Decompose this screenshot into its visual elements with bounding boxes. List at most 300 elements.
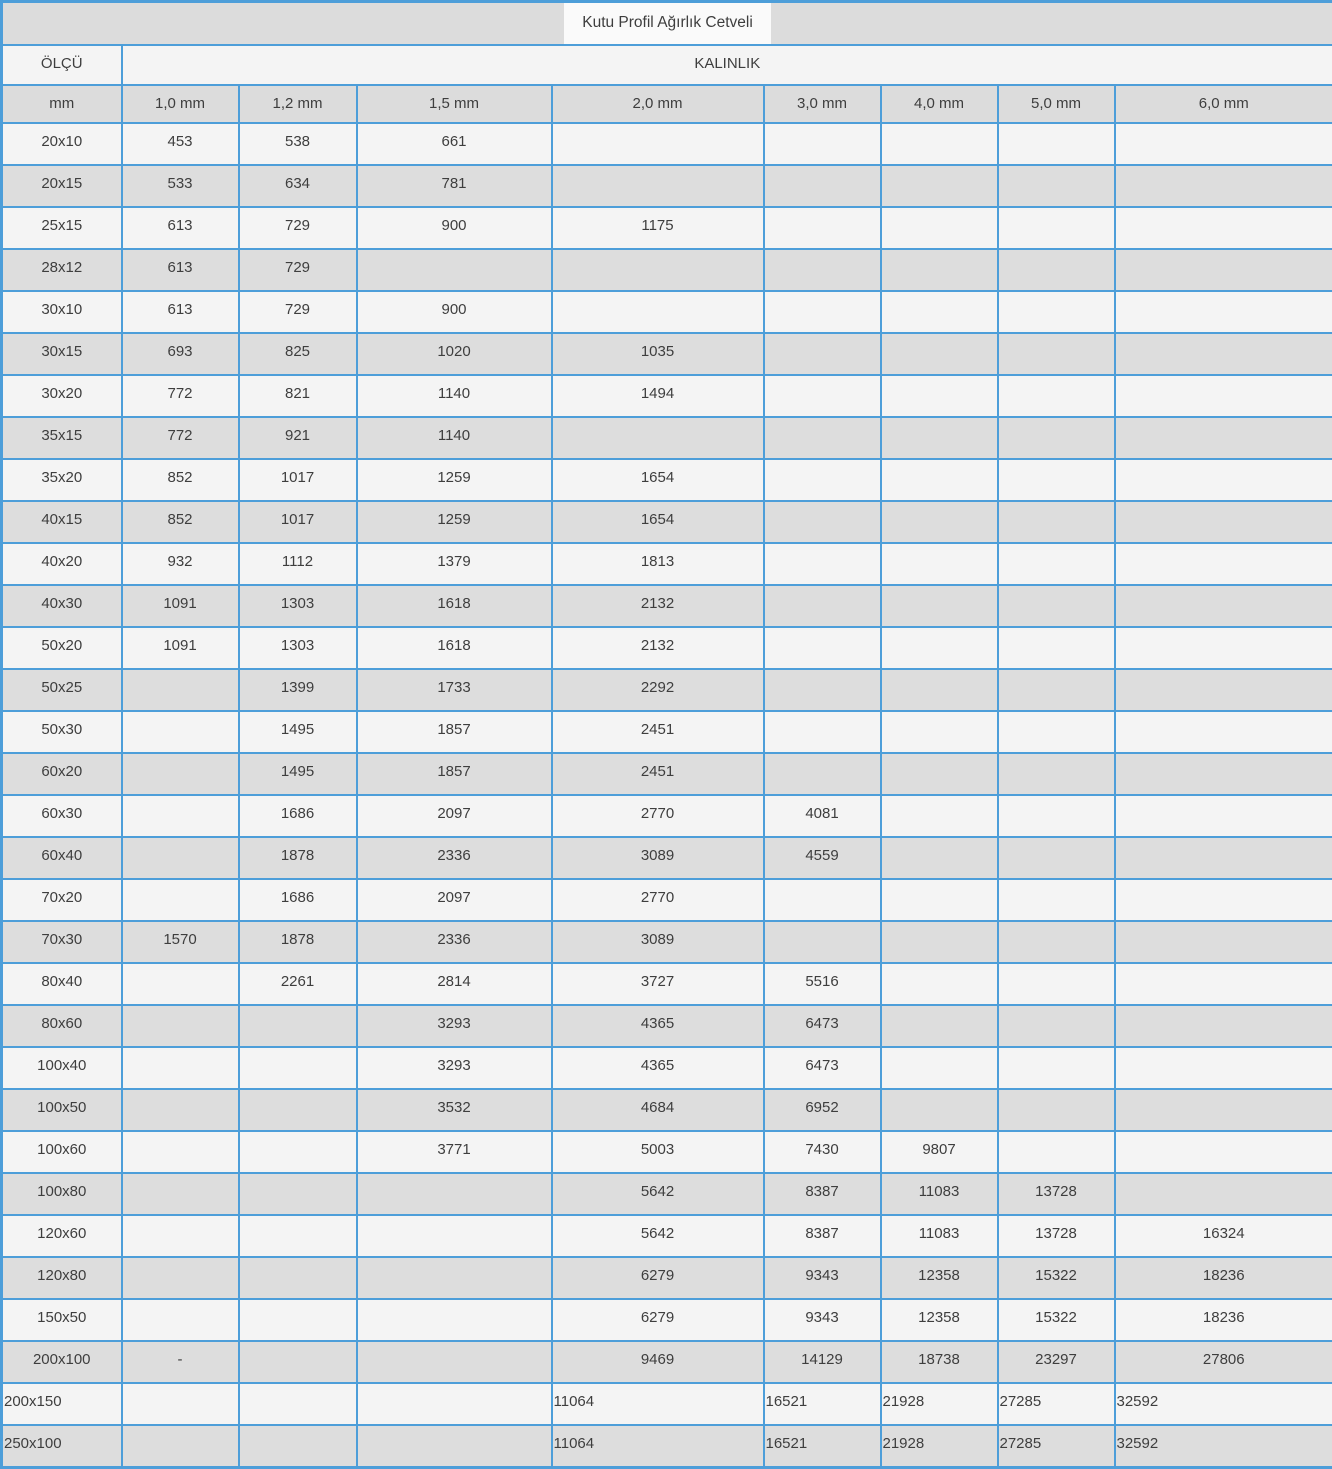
size-cell: 35x15 xyxy=(2,417,122,459)
table-row xyxy=(2,879,1332,921)
weight-cell xyxy=(239,1425,357,1467)
weight-cell xyxy=(239,1005,357,1047)
table-row xyxy=(2,1047,1332,1089)
weight-cell xyxy=(881,921,998,963)
weight-cell: 1091 xyxy=(122,585,239,627)
table-row xyxy=(2,333,1332,375)
weight-cell xyxy=(764,669,881,711)
weight-cell: 900 xyxy=(357,291,552,333)
weight-cell xyxy=(1115,921,1332,963)
table-row xyxy=(2,291,1332,333)
weight-cell: 613 xyxy=(122,207,239,249)
weight-cell xyxy=(239,1089,357,1131)
weight-cell: 4559 xyxy=(764,837,881,879)
table-row xyxy=(2,795,1332,837)
weight-cell xyxy=(998,207,1115,249)
weight-cell xyxy=(998,417,1115,459)
table-row xyxy=(2,501,1332,543)
size-cell: 30x15 xyxy=(2,333,122,375)
table-row xyxy=(2,1257,1332,1299)
weight-cell: 852 xyxy=(122,459,239,501)
weight-cell xyxy=(1115,249,1332,291)
table-row xyxy=(2,669,1332,711)
weight-cell xyxy=(998,165,1115,207)
weight-cell: 5642 xyxy=(552,1215,764,1257)
weight-cell: 18236 xyxy=(1115,1299,1332,1341)
weight-cell xyxy=(1115,711,1332,753)
weight-cell xyxy=(764,123,881,165)
weight-cell xyxy=(1115,1005,1332,1047)
weight-cell xyxy=(881,165,998,207)
weight-cell xyxy=(764,627,881,669)
weight-cell: 1379 xyxy=(357,543,552,585)
table-row xyxy=(2,585,1332,627)
weight-cell: 3089 xyxy=(552,921,764,963)
weight-cell: 6473 xyxy=(764,1047,881,1089)
size-cell: 150x50 xyxy=(2,1299,122,1341)
weight-cell xyxy=(357,1257,552,1299)
table-row xyxy=(2,963,1332,1005)
size-cell: 80x60 xyxy=(2,1005,122,1047)
weight-cell: 13728 xyxy=(998,1215,1115,1257)
weight-cell xyxy=(239,1257,357,1299)
table-row xyxy=(2,543,1332,585)
weight-cell xyxy=(998,711,1115,753)
weight-cell: 2261 xyxy=(239,963,357,1005)
size-cell: 50x20 xyxy=(2,627,122,669)
weight-cell xyxy=(122,1299,239,1341)
weight-cell: 13728 xyxy=(998,1173,1115,1215)
thickness-col-header: 1,0 mm xyxy=(122,85,239,123)
weight-cell xyxy=(881,123,998,165)
weight-cell: 4365 xyxy=(552,1047,764,1089)
weight-cell: 7430 xyxy=(764,1131,881,1173)
weight-cell: 1303 xyxy=(239,585,357,627)
weight-cell: 3532 xyxy=(357,1089,552,1131)
weight-cell xyxy=(764,249,881,291)
size-cell: 60x40 xyxy=(2,837,122,879)
weight-cell: 1686 xyxy=(239,795,357,837)
weight-cell xyxy=(1115,1131,1332,1173)
weight-cell xyxy=(1115,963,1332,1005)
weight-cell xyxy=(122,837,239,879)
weight-cell: 2292 xyxy=(552,669,764,711)
size-cell: 30x20 xyxy=(2,375,122,417)
weight-cell: 1035 xyxy=(552,333,764,375)
weight-cell: 453 xyxy=(122,123,239,165)
size-cell: 70x30 xyxy=(2,921,122,963)
weight-cell: 18738 xyxy=(881,1341,998,1383)
weight-cell xyxy=(764,375,881,417)
weight-cell xyxy=(881,1089,998,1131)
weight-cell: 9469 xyxy=(552,1341,764,1383)
weight-cell: 4365 xyxy=(552,1005,764,1047)
weight-cell: 5516 xyxy=(764,963,881,1005)
weight-cell: 1857 xyxy=(357,753,552,795)
weight-cell xyxy=(239,1299,357,1341)
weight-cell xyxy=(998,1047,1115,1089)
weight-cell xyxy=(764,921,881,963)
weight-cell xyxy=(552,123,764,165)
weight-cell xyxy=(881,963,998,1005)
weight-cell xyxy=(764,753,881,795)
weight-cell xyxy=(764,711,881,753)
weight-cell: 2336 xyxy=(357,837,552,879)
title-cell xyxy=(2,2,1332,46)
thickness-col-header: 1,5 mm xyxy=(357,85,552,123)
weight-cell xyxy=(1115,1089,1332,1131)
weight-cell xyxy=(122,1047,239,1089)
weight-cell xyxy=(998,543,1115,585)
weight-cell: 1857 xyxy=(357,711,552,753)
weight-cell xyxy=(1115,459,1332,501)
weight-cell: - xyxy=(122,1341,239,1383)
weight-cell xyxy=(1115,375,1332,417)
weight-cell: 23297 xyxy=(998,1341,1115,1383)
weight-cell xyxy=(998,1005,1115,1047)
weight-cell: 2336 xyxy=(357,921,552,963)
size-cell: 120x80 xyxy=(2,1257,122,1299)
weight-cell xyxy=(239,1047,357,1089)
weight-cell xyxy=(1115,417,1332,459)
weight-cell xyxy=(552,417,764,459)
weight-cell: 1140 xyxy=(357,375,552,417)
weight-cell: 1259 xyxy=(357,459,552,501)
table-row xyxy=(2,711,1332,753)
weight-cell xyxy=(1115,501,1332,543)
weight-cell: 613 xyxy=(122,291,239,333)
weight-cell xyxy=(1115,795,1332,837)
weight-cell xyxy=(881,249,998,291)
weight-cell xyxy=(998,375,1115,417)
weight-cell xyxy=(357,1341,552,1383)
weight-cell: 1495 xyxy=(239,753,357,795)
weight-cell xyxy=(881,585,998,627)
weight-cell: 9343 xyxy=(764,1257,881,1299)
column-header-row xyxy=(2,85,1332,123)
size-cell: 35x20 xyxy=(2,459,122,501)
weight-cell: 4684 xyxy=(552,1089,764,1131)
weight-cell xyxy=(764,165,881,207)
weight-cell: 2097 xyxy=(357,795,552,837)
weight-cell: 3293 xyxy=(357,1047,552,1089)
weight-cell: 1495 xyxy=(239,711,357,753)
weight-cell xyxy=(239,1383,357,1425)
thickness-col-header: 3,0 mm xyxy=(764,85,881,123)
table-row xyxy=(2,1089,1332,1131)
unit-header: mm xyxy=(2,85,122,123)
thickness-col-header: 4,0 mm xyxy=(881,85,998,123)
size-cell: 200x150 xyxy=(2,1383,122,1425)
table-row xyxy=(2,921,1332,963)
weight-cell: 15322 xyxy=(998,1299,1115,1341)
weight-cell: 6473 xyxy=(764,1005,881,1047)
weight-cell: 21928 xyxy=(881,1425,998,1467)
weight-cell: 5642 xyxy=(552,1173,764,1215)
weight-cell xyxy=(122,711,239,753)
weight-cell: 1878 xyxy=(239,837,357,879)
weight-cell xyxy=(1115,291,1332,333)
weight-cell xyxy=(122,1425,239,1467)
size-cell: 50x30 xyxy=(2,711,122,753)
weight-cell: 1733 xyxy=(357,669,552,711)
weight-cell xyxy=(239,1341,357,1383)
weight-cell: 5003 xyxy=(552,1131,764,1173)
table-row xyxy=(2,249,1332,291)
table-row xyxy=(2,753,1332,795)
weight-cell xyxy=(122,879,239,921)
weight-cell xyxy=(552,165,764,207)
weight-cell: 729 xyxy=(239,207,357,249)
size-cell: 100x40 xyxy=(2,1047,122,1089)
table-row xyxy=(2,837,1332,879)
weight-cell xyxy=(122,1257,239,1299)
weight-cell: 1399 xyxy=(239,669,357,711)
weight-cell: 1654 xyxy=(552,501,764,543)
weight-cell xyxy=(357,249,552,291)
table-row xyxy=(2,1131,1332,1173)
weight-cell xyxy=(764,543,881,585)
weight-cell xyxy=(998,501,1115,543)
weight-cell xyxy=(1115,627,1332,669)
weight-cell xyxy=(122,1131,239,1173)
table-row xyxy=(2,627,1332,669)
weight-cell xyxy=(881,669,998,711)
size-cell: 100x80 xyxy=(2,1173,122,1215)
weight-cell: 11083 xyxy=(881,1215,998,1257)
table-row xyxy=(2,165,1332,207)
table-row xyxy=(2,1005,1332,1047)
title-row xyxy=(2,2,1332,46)
table-row xyxy=(2,1215,1332,1257)
weight-cell: 9343 xyxy=(764,1299,881,1341)
weight-cell xyxy=(357,1383,552,1425)
weight-cell xyxy=(764,585,881,627)
weight-cell: 932 xyxy=(122,543,239,585)
weight-cell xyxy=(122,669,239,711)
size-cell: 60x20 xyxy=(2,753,122,795)
group-header-row xyxy=(2,45,1332,85)
size-cell: 120x60 xyxy=(2,1215,122,1257)
weight-cell xyxy=(881,417,998,459)
size-cell: 100x50 xyxy=(2,1089,122,1131)
size-cell: 25x15 xyxy=(2,207,122,249)
table-body xyxy=(2,123,1332,1467)
thickness-col-header: 1,2 mm xyxy=(239,85,357,123)
size-cell: 20x10 xyxy=(2,123,122,165)
weight-cell xyxy=(1115,165,1332,207)
weight-cell: 3771 xyxy=(357,1131,552,1173)
size-cell: 80x40 xyxy=(2,963,122,1005)
weight-cell xyxy=(764,207,881,249)
weight-cell xyxy=(881,879,998,921)
weight-cell: 1618 xyxy=(357,627,552,669)
weight-cell: 16324 xyxy=(1115,1215,1332,1257)
weight-cell xyxy=(239,1131,357,1173)
weight-cell xyxy=(122,1215,239,1257)
weight-cell: 1017 xyxy=(239,459,357,501)
weight-cell: 533 xyxy=(122,165,239,207)
weight-cell xyxy=(998,291,1115,333)
weight-cell xyxy=(881,333,998,375)
weight-cell xyxy=(998,879,1115,921)
weight-cell: 1813 xyxy=(552,543,764,585)
weight-cell: 21928 xyxy=(881,1383,998,1425)
weight-cell xyxy=(998,585,1115,627)
size-cell: 30x10 xyxy=(2,291,122,333)
weight-cell xyxy=(122,795,239,837)
weight-cell: 538 xyxy=(239,123,357,165)
weight-cell xyxy=(881,543,998,585)
thickness-col-header: 5,0 mm xyxy=(998,85,1115,123)
weight-cell: 2132 xyxy=(552,627,764,669)
weight-cell xyxy=(881,837,998,879)
size-header: ÖLÇÜ xyxy=(2,45,122,85)
weight-cell: 1175 xyxy=(552,207,764,249)
table-row xyxy=(2,1383,1332,1425)
weight-cell xyxy=(998,249,1115,291)
weight-cell: 2097 xyxy=(357,879,552,921)
weight-cell: 12358 xyxy=(881,1257,998,1299)
weight-cell xyxy=(998,333,1115,375)
weight-cell xyxy=(357,1299,552,1341)
weight-cell xyxy=(881,501,998,543)
weight-cell: 729 xyxy=(239,291,357,333)
weight-cell xyxy=(998,459,1115,501)
weight-cell: 1618 xyxy=(357,585,552,627)
table-row xyxy=(2,1425,1332,1467)
weight-cell: 634 xyxy=(239,165,357,207)
weight-cell: 1017 xyxy=(239,501,357,543)
weight-cell: 27285 xyxy=(998,1383,1115,1425)
weight-cell: 693 xyxy=(122,333,239,375)
weight-cell xyxy=(881,627,998,669)
weight-cell: 661 xyxy=(357,123,552,165)
weight-cell: 8387 xyxy=(764,1215,881,1257)
weight-cell: 2451 xyxy=(552,753,764,795)
weight-cell: 921 xyxy=(239,417,357,459)
weight-cell: 1112 xyxy=(239,543,357,585)
weight-cell xyxy=(239,1173,357,1215)
size-cell: 60x30 xyxy=(2,795,122,837)
weight-cell xyxy=(1115,879,1332,921)
weight-cell: 6279 xyxy=(552,1299,764,1341)
weight-cell: 772 xyxy=(122,417,239,459)
weight-cell xyxy=(764,459,881,501)
table-header xyxy=(2,2,1332,124)
weight-cell: 11064 xyxy=(552,1383,764,1425)
weight-cell: 1494 xyxy=(552,375,764,417)
weight-cell xyxy=(1115,837,1332,879)
size-cell: 100x60 xyxy=(2,1131,122,1173)
weight-cell: 6279 xyxy=(552,1257,764,1299)
weight-cell xyxy=(998,753,1115,795)
table-row xyxy=(2,1173,1332,1215)
weight-cell: 27285 xyxy=(998,1425,1115,1467)
weight-cell xyxy=(764,417,881,459)
weight-cell: 1020 xyxy=(357,333,552,375)
weight-cell xyxy=(881,795,998,837)
weight-cell xyxy=(998,921,1115,963)
weight-cell: 11083 xyxy=(881,1173,998,1215)
weight-cell: 6952 xyxy=(764,1089,881,1131)
weight-cell xyxy=(881,375,998,417)
table-row xyxy=(2,1341,1332,1383)
table-row xyxy=(2,123,1332,165)
weight-cell xyxy=(122,1173,239,1215)
weight-cell: 1570 xyxy=(122,921,239,963)
weight-cell xyxy=(998,795,1115,837)
weight-cell xyxy=(1115,333,1332,375)
weight-cell xyxy=(998,963,1115,1005)
table-row xyxy=(2,1299,1332,1341)
weight-cell xyxy=(1115,1047,1332,1089)
weight-cell xyxy=(122,1383,239,1425)
weight-cell xyxy=(552,291,764,333)
weight-cell xyxy=(357,1425,552,1467)
weight-cell: 729 xyxy=(239,249,357,291)
table-row xyxy=(2,375,1332,417)
table-title: Kutu Profil Ağırlık Cetveli xyxy=(564,3,771,44)
thickness-col-header: 2,0 mm xyxy=(552,85,764,123)
weight-cell: 8387 xyxy=(764,1173,881,1215)
weight-cell xyxy=(881,459,998,501)
weight-cell xyxy=(122,1005,239,1047)
weight-cell xyxy=(764,333,881,375)
size-cell: 200x100 xyxy=(2,1341,122,1383)
weight-cell: 32592 xyxy=(1115,1425,1332,1467)
weight-cell xyxy=(998,669,1115,711)
weight-cell: 3727 xyxy=(552,963,764,1005)
weight-cell xyxy=(1115,543,1332,585)
weight-cell xyxy=(1115,123,1332,165)
weight-cell xyxy=(881,711,998,753)
weight-cell: 2451 xyxy=(552,711,764,753)
weight-cell xyxy=(1115,1173,1332,1215)
weight-cell: 1303 xyxy=(239,627,357,669)
weight-cell: 2770 xyxy=(552,879,764,921)
weight-cell: 821 xyxy=(239,375,357,417)
weight-cell: 613 xyxy=(122,249,239,291)
thickness-col-header: 6,0 mm xyxy=(1115,85,1332,123)
weight-cell: 12358 xyxy=(881,1299,998,1341)
weight-cell xyxy=(998,1089,1115,1131)
weight-cell: 900 xyxy=(357,207,552,249)
weight-cell: 16521 xyxy=(764,1383,881,1425)
weight-cell: 27806 xyxy=(1115,1341,1332,1383)
weight-cell: 781 xyxy=(357,165,552,207)
weight-cell xyxy=(1115,669,1332,711)
weight-cell: 852 xyxy=(122,501,239,543)
weight-cell: 772 xyxy=(122,375,239,417)
size-cell: 50x25 xyxy=(2,669,122,711)
weight-cell: 1654 xyxy=(552,459,764,501)
weight-cell: 2132 xyxy=(552,585,764,627)
weight-cell: 15322 xyxy=(998,1257,1115,1299)
weight-cell xyxy=(357,1215,552,1257)
weight-cell: 16521 xyxy=(764,1425,881,1467)
size-cell: 40x20 xyxy=(2,543,122,585)
weight-cell xyxy=(122,753,239,795)
weight-cell: 2770 xyxy=(552,795,764,837)
weight-cell xyxy=(1115,207,1332,249)
size-cell: 28x12 xyxy=(2,249,122,291)
weight-cell xyxy=(122,963,239,1005)
weight-cell: 1259 xyxy=(357,501,552,543)
weight-cell: 18236 xyxy=(1115,1257,1332,1299)
weight-cell xyxy=(998,837,1115,879)
weight-cell xyxy=(881,1047,998,1089)
